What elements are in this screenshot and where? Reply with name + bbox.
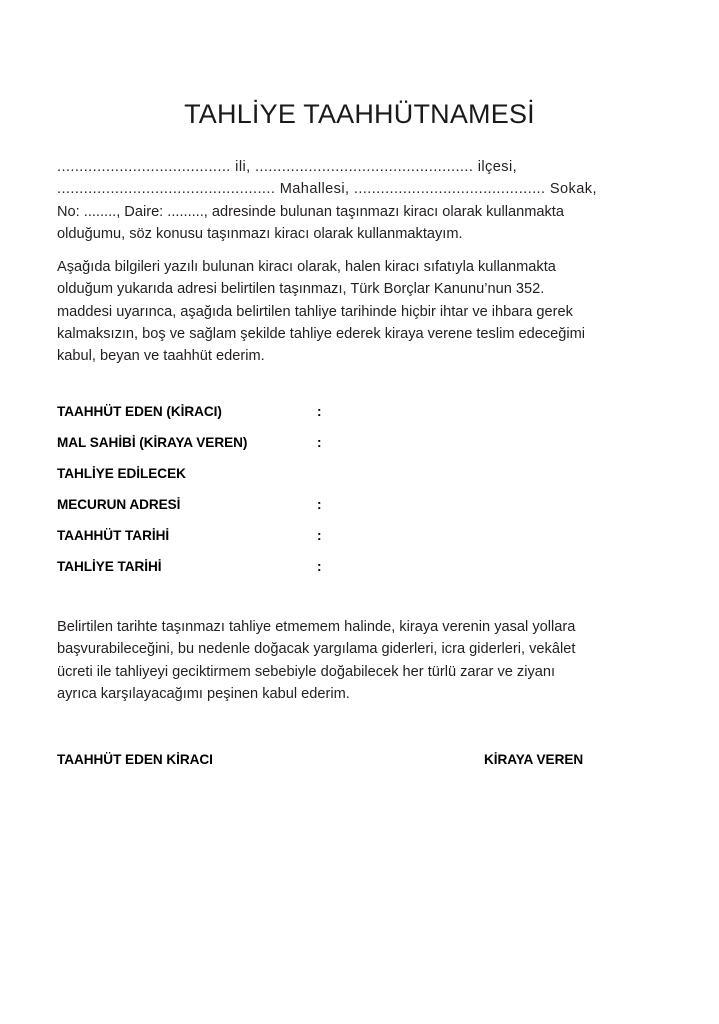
field-row-mecurun-adresi [57, 495, 649, 526]
pledge-line-5: kabul, beyan ve taahhüt ederim. [57, 348, 265, 365]
pledge-line-2: olduğum yukarıda adresi belirtilen taşınmazı, Türk Borçlar Kanunu’nun 352. [57, 281, 545, 298]
field-label: TAAHHÜT TARİHİ [57, 528, 170, 543]
field-colon: : [317, 435, 322, 450]
address-line-3: No: ........, Daire: ........., adresinde bulunan taşınmazı kiracı olarak kullanmakta [57, 203, 564, 220]
party-fields-list [57, 402, 649, 588]
address-line-4: olduğumu, söz konusu taşınmazı kiracı olarak kullanmaktayım. [57, 225, 463, 242]
liability-paragraph [57, 616, 649, 705]
field-colon: : [317, 404, 322, 419]
field-row-mal-sahibi-kiraya-veren [57, 433, 649, 464]
signature-label-tenant: TAAHHÜT EDEN KİRACI [57, 752, 213, 767]
field-row-tahliye-edilecek [57, 464, 649, 495]
field-colon: : [317, 497, 322, 512]
field-colon: : [317, 559, 322, 574]
field-label: MAL SAHİBİ (KİRAYA VEREN) [57, 435, 248, 450]
field-row-tahliye-tarihi [57, 557, 649, 588]
page-title: TAHLİYE TAAHHÜTNAMESİ [184, 99, 535, 130]
pledge-paragraph [57, 256, 649, 367]
liability-line-4: ayrıca karşılayacağımı peşinen kabul ederim. [57, 685, 350, 702]
pledge-line-4: kalmaksızın, boş ve sağlam şekilde tahliye ederek kiraya verene teslim edeceğimi [57, 325, 586, 342]
pledge-line-3: maddesi uyarınca, aşağıda belirtilen tahliye tarihinde hiçbir ihtar ve ihbara gerek [57, 303, 573, 320]
address-line-2: ................................................. Mahallesi, ........................................... Sokak, [57, 181, 597, 198]
signature-row [57, 752, 649, 774]
field-label: TAAHHÜT EDEN (KİRACI) [57, 404, 222, 419]
liability-line-2: başvurabileceğini, bu nedenle doğacak yargılama giderleri, icra giderleri, vekâlet [57, 641, 576, 658]
field-label: MECURUN ADRESİ [57, 497, 181, 512]
field-row-taahhut-tarihi [57, 526, 649, 557]
address-paragraph [57, 156, 649, 245]
pledge-line-1: Aşağıda bilgileri yazılı bulunan kiracı olarak, halen kiracı sıfatıyla kullanmakta [57, 259, 556, 275]
address-line-1: ....................................... ili, ................................................. ilçesi, [57, 159, 518, 175]
liability-line-1: Belirtilen tarihte taşınmazı tahliye etmemem halinde, kiraya verenin yasal yollara [57, 619, 576, 635]
liability-line-3: ücreti ile tahliyeyi geciktirmem sebebiyle doğabilecek her türlü zarar ve ziyanı [57, 663, 556, 680]
field-label: TAHLİYE TARİHİ [57, 559, 162, 574]
field-colon: : [317, 528, 322, 543]
field-label: TAHLİYE EDİLECEK [57, 466, 186, 481]
signature-label-landlord: KİRAYA VEREN [484, 752, 584, 767]
field-row-taahhut-eden-kiraci [57, 402, 649, 433]
